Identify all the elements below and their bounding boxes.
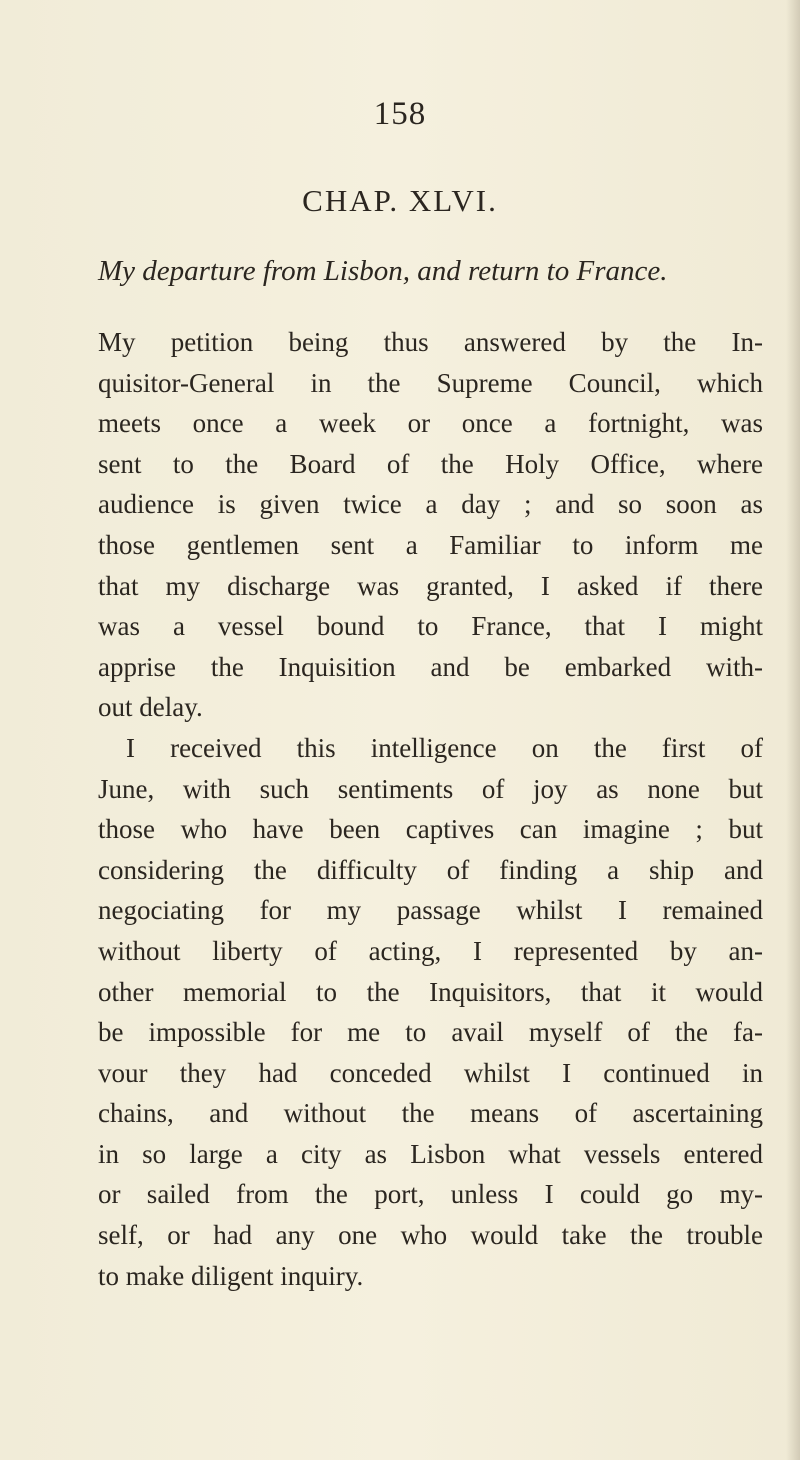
chapter-title: CHAP. XLVI. — [302, 183, 498, 218]
text-line: self, or had any one who would take the trouble — [98, 1220, 763, 1251]
text-line: out delay. — [98, 692, 203, 723]
text-line: quisitor-General in the Supreme Council, which — [98, 367, 763, 398]
text-line: meets once a week or once a fortnight, was — [98, 408, 763, 439]
text-line: those who have been captives can imagine ; but — [98, 814, 763, 845]
text-line: I received this intelligence on the first of — [126, 732, 763, 763]
text-line: sent to the Board of the Holy Office, where — [98, 448, 763, 479]
text-line: June, with such sentiments of joy as none but — [98, 773, 763, 804]
page-edge-shadow — [786, 0, 800, 1460]
text-line: those gentlemen sent a Familiar to inform me — [98, 529, 763, 560]
text-line: or sailed from the port, unless I could go my- — [98, 1179, 763, 1210]
text-line: chains, and without the means of ascertaining — [98, 1098, 763, 1129]
text-line: was a vessel bound to France, that I might — [98, 611, 763, 642]
text-line: in so large a city as Lisbon what vessels entered — [98, 1138, 763, 1169]
text-line: My petition being thus answered by the In- — [98, 327, 763, 357]
text-line: negociating for my passage whilst I remained — [98, 895, 763, 926]
page-number: 158 — [373, 96, 427, 132]
text-line: considering the difficulty of finding a ship and — [98, 854, 763, 885]
text-line: that my discharge was granted, I asked if there — [98, 570, 763, 601]
text-line: audience is given twice a day ; and so soon as — [98, 489, 763, 520]
body-text — [98, 322, 763, 1296]
text-line: other memorial to the Inquisitors, that it would — [98, 976, 763, 1007]
chapter-subtitle: My departure from Lisbon, and return to France. — [98, 255, 668, 287]
text-line: be impossible for me to avail myself of the fa- — [98, 1017, 763, 1048]
text-line: apprise the Inquisition and be embarked with- — [98, 651, 763, 682]
text-line: without liberty of acting, I represented by an- — [98, 935, 763, 966]
text-line: to make diligent inquiry. — [98, 1260, 364, 1291]
text-line: vour they had conceded whilst I continued in — [98, 1057, 763, 1088]
paragraph-2 — [98, 728, 763, 1296]
paragraph-1 — [98, 322, 763, 728]
